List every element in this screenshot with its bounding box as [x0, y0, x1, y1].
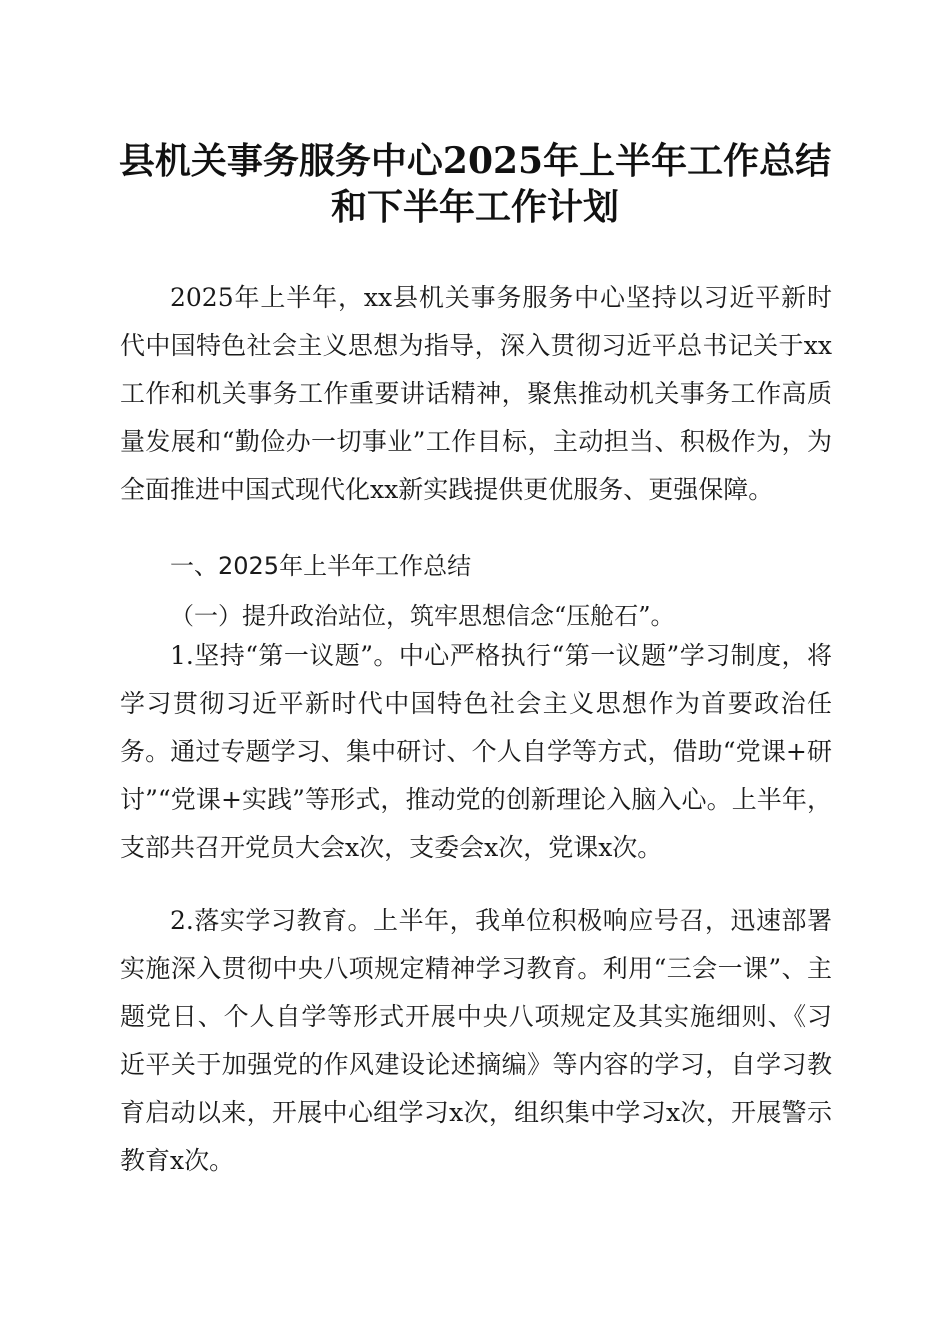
intro-paragraph: 2025年上半年，xx县机关事务服务中心坚持以习近平新时代中国特色社会主义思想为指导，深入贯彻习近平总书记关于xx工作和机关事务工作重要讲话精神，聚焦推动机关事务工作高质量发展和“勤俭办一切事业”工作目标，主动担当、积极作为，为全面推进中国式现代化xx新实践提供更优服务、更强保障。 — [120, 283, 832, 504]
subsection1-heading: （一）提升政治站位，筑牢思想信念“压舱石”。 — [170, 602, 675, 630]
item1-paragraph: 1.坚持“第一议题”。中心严格执行“第一议题”学习制度，将学习贯彻习近平新时代中国特色社会主义思想作为首要政治任务。通过专题学习、集中研讨、个人自学等方式，借助“党课+研讨”“党课+实践”等形式，推动党的创新理论入脑入心。上半年，支部共召开党员大会x次，支委会x次，党课x次。 — [120, 641, 832, 862]
item2-paragraph: 2.落实学习教育。上半年，我单位积极响应号召，迅速部署实施深入贯彻中央八项规定精神学习教育。利用“三会一课”、主题党日、个人自学等形式开展中央八项规定及其实施细则、《习近平关于加强党的作风建设论述摘编》等内容的学习，自学习教育启动以来，开展中心组学习x次，组织集中学习x次，开展警示教育x次。 — [120, 906, 832, 1175]
section1-heading: 一、2025年上半年工作总结 — [170, 552, 472, 580]
document-title-line1: 县机关事务服务中心2025年上半年工作总结 — [118, 140, 832, 182]
document-title-line2: 和下半年工作计划 — [330, 186, 619, 228]
